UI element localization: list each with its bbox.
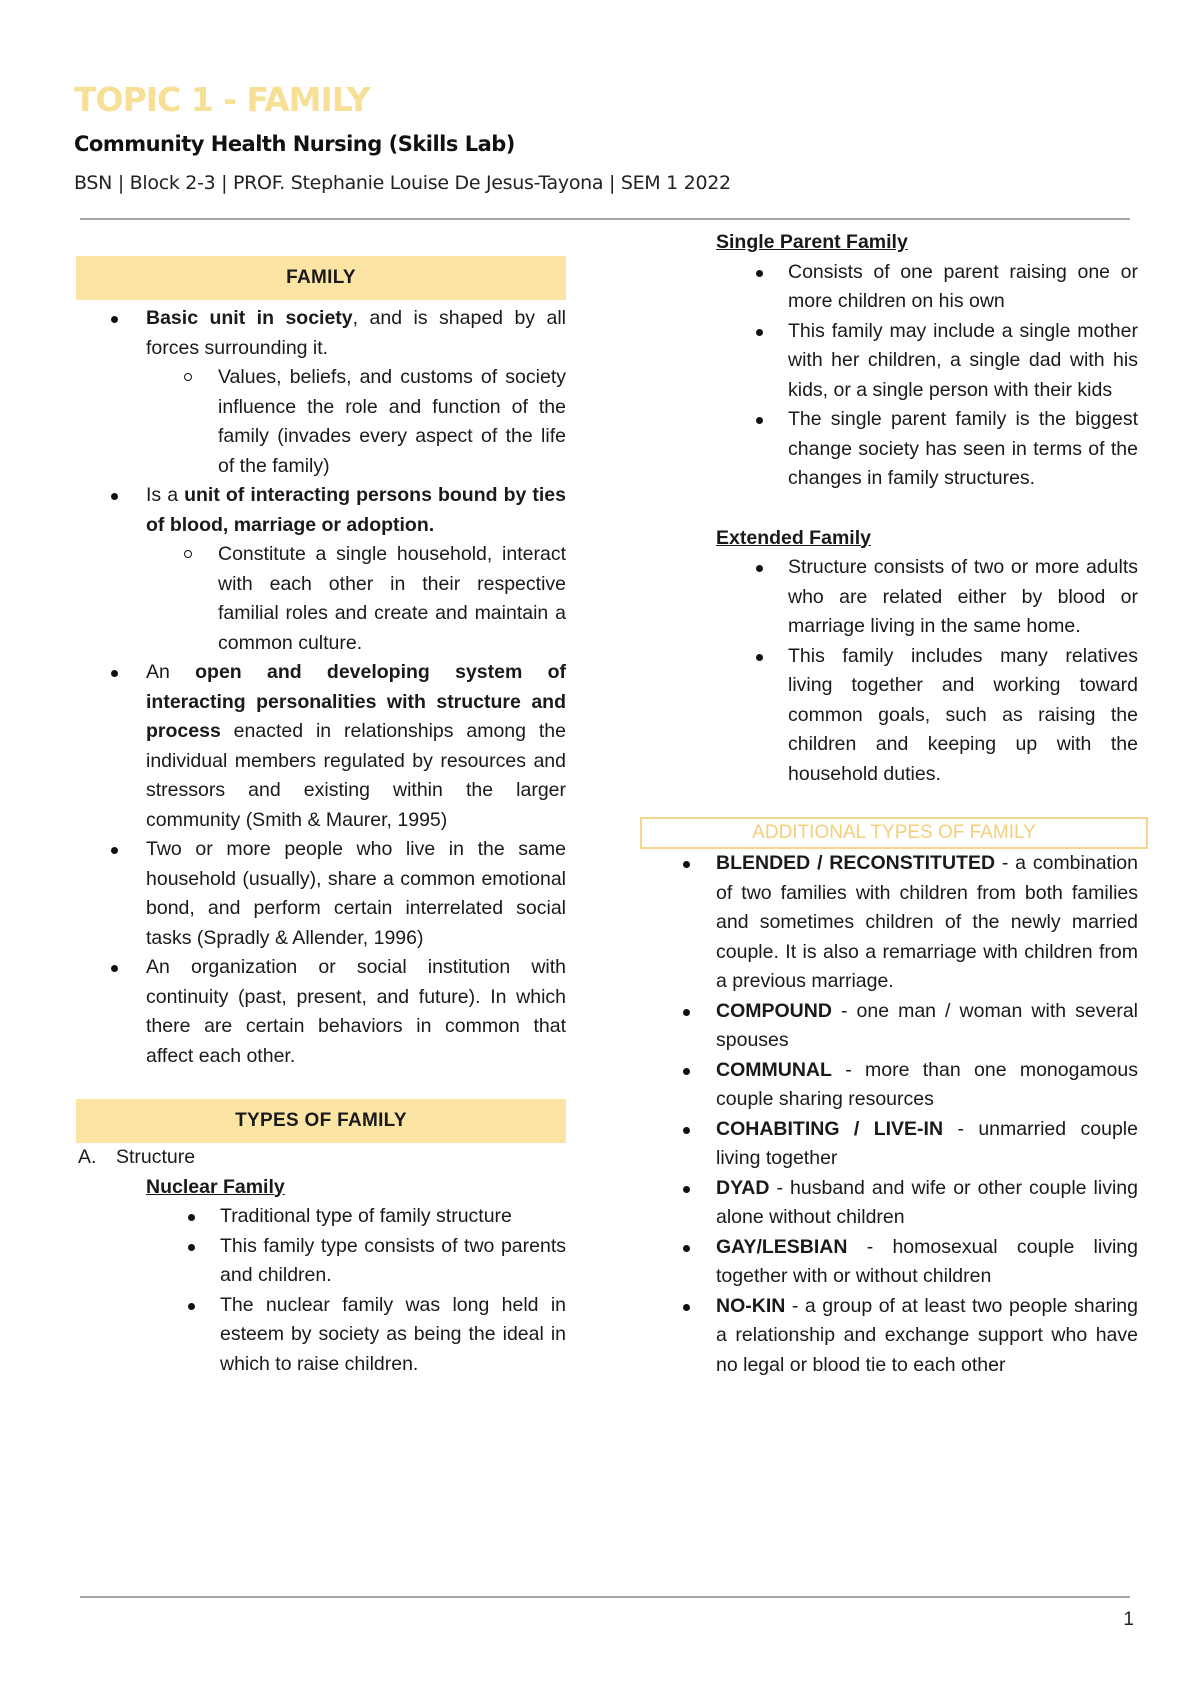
header-divider bbox=[80, 218, 1130, 220]
nuclear-family-title: Nuclear Family bbox=[146, 1175, 285, 1198]
item-text: , and is shaped by all forces surrounding it. bbox=[146, 307, 567, 359]
list-item bbox=[716, 997, 1138, 1056]
section-heading-family: FAMILY bbox=[76, 256, 566, 300]
type-description: - more than one monogamous couple sharing resources bbox=[716, 1058, 1138, 1110]
type-term: COHABITING / LIVE-IN bbox=[716, 1117, 944, 1140]
section-heading-types: TYPES OF FAMILY bbox=[76, 1099, 566, 1143]
list-item: This family may include a single mother with her children, a single dad with his kids, or a single person with their kids bbox=[788, 317, 1138, 406]
list-item bbox=[716, 849, 1138, 997]
course-meta: BSN | Block 2-3 | PROF. Stephanie Louise De Jesus-Tayona | SEM 1 2022 bbox=[74, 172, 731, 194]
list-item bbox=[146, 658, 566, 835]
item-text: enacted in relationships among the individual members regulated by resources and stressors and existing within the larger community (Smith & Maurer, 1995) bbox=[146, 720, 566, 831]
list-item: Consists of one parent raising one or more children on his own bbox=[788, 258, 1138, 317]
right-column bbox=[640, 228, 1138, 1380]
single-parent-family-list bbox=[788, 258, 1138, 494]
document-title: TOPIC 1 - FAMILY bbox=[74, 80, 370, 119]
extended-family-list bbox=[788, 553, 1138, 789]
list-item bbox=[146, 304, 566, 481]
nuclear-family-list bbox=[220, 1202, 566, 1379]
course-title: Community Health Nursing (Skills Lab) bbox=[74, 132, 515, 156]
type-description: - homosexual couple living together with or without children bbox=[716, 1235, 1138, 1287]
left-column bbox=[74, 256, 566, 1379]
list-item: This family includes many relatives living together and working toward common goals, such as raising the children and keeping up with the household duties. bbox=[788, 642, 1138, 790]
family-definition-list bbox=[74, 304, 566, 1071]
list-item bbox=[716, 1292, 1138, 1381]
list-item bbox=[716, 1115, 1138, 1174]
list-item: The single parent family is the biggest change society has seen in terms of the changes in family structures. bbox=[788, 405, 1138, 494]
list-item: Traditional type of family structure bbox=[220, 1202, 566, 1232]
bold-term: open and developing system of interacting personalities with structure and process bbox=[146, 661, 566, 742]
type-term: BLENDED / RECONSTITUTED bbox=[716, 852, 996, 874]
outline-letter: A. bbox=[78, 1146, 97, 1168]
sub-list bbox=[146, 540, 566, 658]
section-heading-additional-types: ADDITIONAL TYPES OF FAMILY bbox=[640, 817, 1148, 849]
item-text: An bbox=[146, 661, 196, 683]
type-term: GAY/LESBIAN bbox=[716, 1235, 848, 1258]
bold-term: unit of interacting persons bound by ties of blood, marriage or adoption. bbox=[146, 484, 566, 536]
list-item bbox=[716, 1233, 1138, 1292]
type-description: - a group of at least two people sharing a relationship and exchange support who have no legal or blood tie to each other bbox=[716, 1294, 1138, 1376]
additional-types-list bbox=[716, 849, 1138, 1380]
list-item bbox=[716, 1174, 1138, 1233]
type-term: COMMUNAL bbox=[716, 1058, 832, 1081]
footer-divider bbox=[80, 1596, 1130, 1598]
type-description: - husband and wife or other couple living alone without children bbox=[716, 1176, 1138, 1228]
spacer bbox=[640, 494, 1138, 524]
type-description: - one man / woman with several spouses bbox=[716, 999, 1138, 1051]
type-description: - unmarried couple living together bbox=[716, 1117, 1138, 1169]
list-item: The nuclear family was long held in esteem by society as being the ideal in which to raise children. bbox=[220, 1291, 566, 1380]
list-item: An organization or social institution with continuity (past, present, and future). In which there are certain behaviors in common that affect each other. bbox=[146, 953, 566, 1071]
bold-term: Basic unit in society bbox=[146, 307, 353, 329]
list-item: Two or more people who live in the same household (usually), share a common emotional bond, and perform certain interrelated social tasks (Spradly & Allender, 1996) bbox=[146, 835, 566, 953]
page-number: 1 bbox=[1123, 1609, 1134, 1630]
type-term: COMPOUND bbox=[716, 999, 832, 1022]
type-term: DYAD bbox=[716, 1176, 770, 1199]
single-parent-family-title: Single Parent Family bbox=[716, 231, 908, 253]
sub-list-item: Constitute a single household, interact with each other in their respective familial roles and create and maintain a common culture. bbox=[218, 540, 566, 658]
sub-list bbox=[146, 363, 566, 481]
list-item bbox=[716, 1056, 1138, 1115]
type-description: - a combination of two families with children from both families and sometimes children of the newly married couple. It is also a remarriage with children from a previous marriage. bbox=[716, 852, 1138, 992]
list-item: This family type consists of two parents and children. bbox=[220, 1232, 566, 1291]
structure-label: Structure bbox=[116, 1146, 196, 1168]
type-term: NO-KIN bbox=[716, 1294, 786, 1317]
extended-family-title: Extended Family bbox=[716, 526, 871, 549]
list-item bbox=[146, 481, 566, 658]
item-text: Is a bbox=[146, 484, 185, 506]
sub-list-item: Values, beliefs, and customs of society influence the role and function of the family (invades every aspect of the life of the family) bbox=[218, 363, 566, 481]
structure-heading bbox=[78, 1143, 566, 1173]
list-item: Structure consists of two or more adults who are related either by blood or marriage living in the same home. bbox=[788, 553, 1138, 642]
